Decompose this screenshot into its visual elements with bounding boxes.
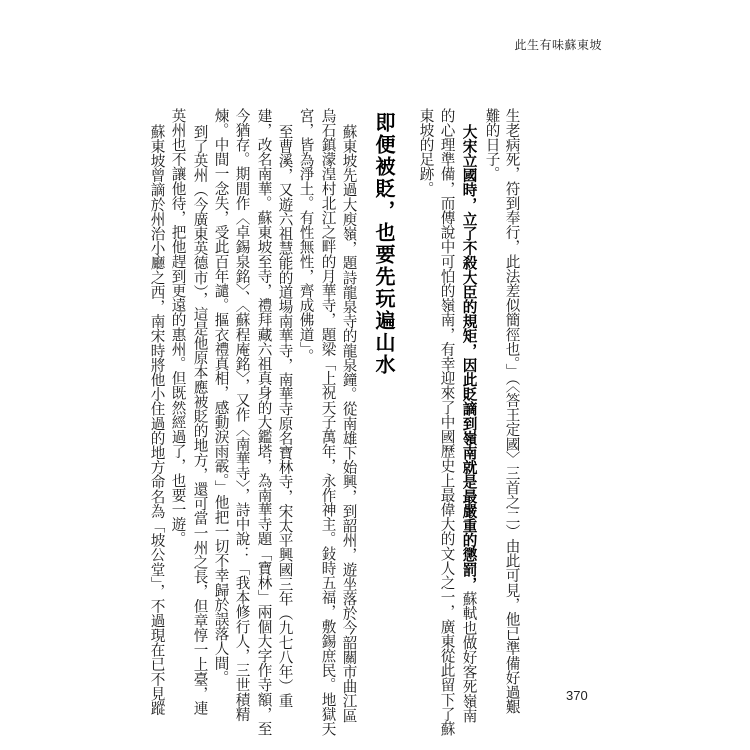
text-column-11: 建，改名南華。蘇東坡至寺，禮拜藏六祖真身的大鑑塔，為南華寺題「寶林」兩個大字作寺額，至 (255, 108, 273, 736)
text-column-12: 今猶存。期間作〈卓錫泉銘〉、〈蘇程庵銘〉，又作〈南華寺〉，詩中說：「我本修行人，三世積精 (233, 108, 251, 722)
text-column-16: 蘇東坡曾謫於州治小廳之西，南宋時將他小住過的地方命名為「坡公堂」，不過現在已不見蹤 (148, 124, 166, 716)
text-column-2: 難的日子。 (483, 108, 501, 181)
text-column-10: 至曹溪，又遊六祖慧能的道場南華寺，南華寺原名寶林寺，宋太平興國三年（九七八年）重 (276, 124, 294, 708)
text-column-14: 到了英州（今廣東英德市），這是他原本應被貶的地方，還可當一州之長，但章惇一上臺，連 (191, 124, 209, 716)
text-column-3 (461, 124, 476, 723)
text-column-5: 東坡的足跡。 (417, 108, 435, 196)
text-column-1: 生老病死，符到奉行，此法差似簡徑也。」（〈答王定國〉三首之二）由此可見，他已準備好過艱 (503, 108, 521, 714)
text-column-4: 的心理準備，而傳說中可怕的嶺南，有幸迎來了中國歷史上最偉大的文人之一，廣東從此留下了蘇 (438, 108, 456, 736)
section-heading: 即便被貶，也要先玩遍山水 (372, 112, 396, 376)
text-column-9: 宮，皆為淨土。有性無性，齊成佛道」。 (297, 108, 315, 364)
running-header: 此生有味蘇東坡 (514, 38, 602, 52)
text-column-15: 英州也不讓他待，把他趕到更遠的惠州。但既然經過了，也要一遊。 (169, 108, 187, 546)
emphasis-text: 大宋立國時，立了不殺大臣的規矩，因此貶謫到嶺南就是最嚴重的懲罰， (460, 124, 478, 592)
text-column-7: 蘇東坡先過大庾嶺，題詩龍泉寺的龍泉鐘。從南雄下始興，到韶州，遊坐落於今韶關市曲江區 (340, 124, 358, 723)
text-column-13: 煉。中間一念失，受此百年譴。摳衣禮真相，感動淚雨霰。」他把一切不幸歸於誤落人間。 (212, 108, 230, 685)
page-number: 370 (566, 688, 588, 703)
text-column-3-tail: 蘇軾也做好客死嶺南 (460, 591, 478, 723)
text-column-8: 烏石鎮濛湟村北江之畔的月華寺，題梁「上祝天子萬年，永作神主。鈙時五福，敷錫庶民。地獄天 (319, 108, 337, 736)
